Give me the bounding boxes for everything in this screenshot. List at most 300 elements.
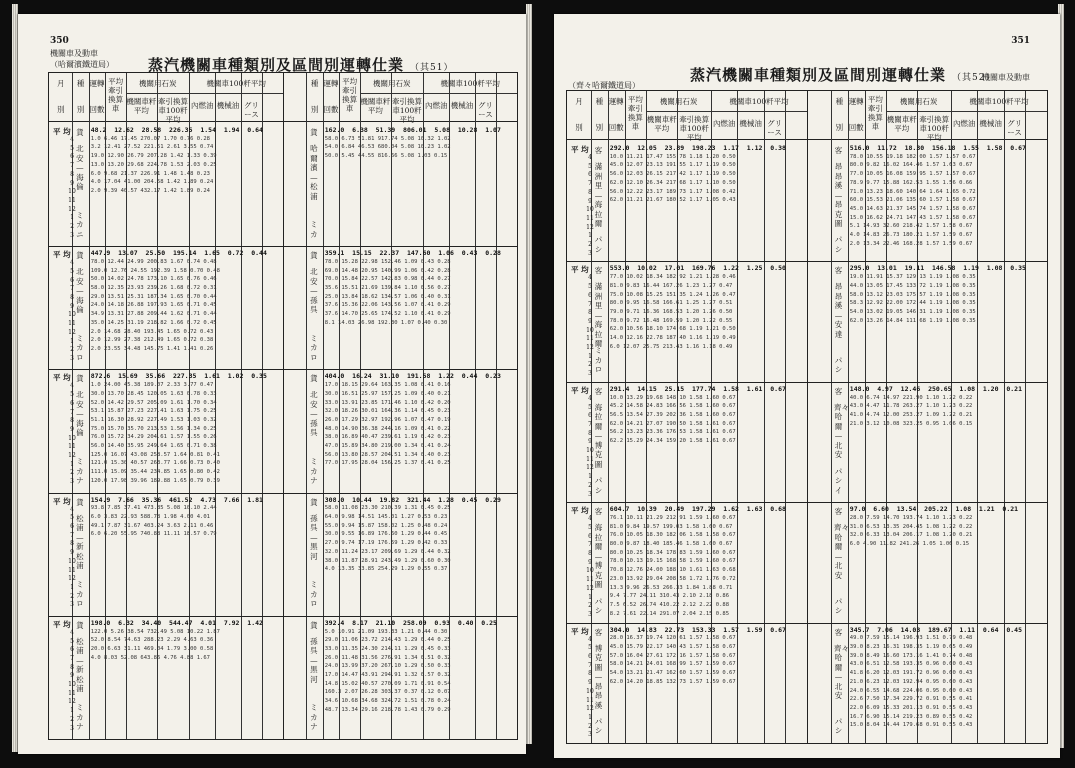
header-cell: 別 [575, 123, 583, 132]
section-cell: 齊々哈爾—北安 [834, 643, 849, 701]
data-row: 30.0 9.55 16.89 176.60 1.29 0.44 0.45 [324, 531, 448, 538]
data-rows [610, 385, 805, 497]
data-row: 56.5 13.54 27.39 202.36 1.58 1.60 0.67 [609, 411, 736, 418]
data-row: 47.0 15.89 34.80 219.00 1.34 0.41 0.24 [324, 443, 451, 450]
month-cell: 2 [70, 469, 74, 477]
header-cell: 機關用石炭 [373, 79, 411, 88]
month-cell: 11 [586, 696, 594, 704]
kind-cell: 客 [834, 627, 843, 637]
engine-type-cell: ミカナ [76, 703, 84, 732]
data-row: 76.0 15.72 34.29 204.61 1.57 1.55 0.26 [90, 434, 217, 441]
data-row: 34.6 10.68 34.68 324.72 1.51 0.78 0.24 [324, 698, 451, 705]
data-row: 6.0 9.68 21.37 226.91 1.48 1.48 0.23 [90, 170, 210, 177]
group-label: 平 均 [53, 496, 71, 506]
data-row: 37.6 15.36 22.06 143.56 1.07 0.41 0.29 [324, 302, 451, 309]
data-row: 51.1 16.30 28.92 227.49 1.53 1.03 0.32 [90, 416, 217, 423]
month-cell: 2 [588, 481, 592, 489]
data-row: 62.0 14.21 27.07 190.50 1.58 1.61 0.67 [609, 420, 736, 427]
kind-cell: 客 [594, 627, 603, 637]
data-rows [850, 264, 1045, 376]
data-row: 78.0 12.44 24.99 200.83 1.67 0.74 0.48 [90, 258, 217, 265]
group-label: 平 均 [571, 145, 589, 154]
header-cell: 回數 [848, 123, 864, 132]
month-cell: 3 [70, 354, 74, 362]
header-cell: グリース [243, 101, 259, 119]
data-row: 71.0 13.23 18.60 140.64 1.64 1.65 0.72 [849, 188, 976, 195]
month-cell: 5 [70, 637, 74, 645]
data-row: 41.0 4.74 12.00 253.27 1.09 1.22 0.21 [849, 411, 973, 418]
group-divider [567, 623, 1047, 624]
data-row: 48.0 14.90 36.38 244.16 1.09 0.41 0.22 [324, 425, 451, 432]
month-cell: 6 [70, 276, 74, 284]
month-cell: 1 [588, 473, 592, 481]
kind-cell: 客 [834, 146, 843, 155]
header-cell: 機關車粁平均 [360, 97, 391, 115]
month-cell: 3 [588, 610, 592, 618]
data-row: 21.0 3.12 10.08 323.25 0.95 1.06 0.15 [849, 420, 973, 427]
engine-type-cell: パシ [834, 355, 843, 375]
data-rows [850, 505, 1045, 617]
header-cell: 月 [575, 97, 583, 106]
month-cell: 8 [70, 170, 74, 178]
data-row: 10.0 11.21 17.47 155.78 1.18 1.20 0.50 [609, 153, 736, 160]
data-row: 17.0 14.47 43.91 294.91 1.32 0.57 0.32 [324, 672, 451, 679]
month-cell: 1 [588, 232, 592, 240]
engine-type-cell: パシ [834, 235, 843, 254]
data-row: 50.0 14.02 24.78 173.10 1.65 0.76 0.46 [90, 276, 217, 283]
header-sub-divider [360, 93, 517, 94]
month-cell: 5 [588, 523, 592, 531]
header-cell: 回數 [323, 105, 339, 114]
kind-cell: 客 [594, 146, 603, 155]
month-cell: 11 [586, 335, 594, 343]
total-row: 516.0 11.72 18.30 156.18 1.55 1.58 0.67 [849, 144, 1026, 152]
table-group [49, 372, 517, 489]
data-rows [850, 144, 1045, 256]
data-row: 32.0 6.33 13.04 206.17 1.08 1.20 0.21 [849, 532, 973, 539]
header-cell: 平均牽引換算車 [342, 77, 358, 113]
data-row: 38.0 16.89 40.47 239.61 1.19 0.42 0.23 [324, 434, 451, 441]
data-row: 14.0 12.16 22.78 187.40 1.16 1.19 0.49 [609, 335, 736, 342]
month-cell: 5 [70, 391, 74, 399]
section-cell: 海拉爾—博克圖 [594, 402, 603, 469]
month-cell: 9 [588, 197, 592, 205]
total-row: 872.6 15.69 35.66 227.35 1.61 1.02 0.35 [90, 372, 267, 381]
month-cell: 8 [588, 309, 592, 317]
header-cell: 機關車100粁平均 [969, 97, 1029, 106]
engine-type-cell: ミカロ [310, 333, 318, 362]
month-cell: 12 [68, 698, 76, 706]
table-number: （其51） [410, 63, 454, 73]
left-page [18, 14, 526, 754]
engine-type-cell: ミカニ [76, 210, 84, 239]
month-cell: 10 [68, 681, 76, 689]
data-row: 62.2 15.29 24.34 159.20 1.58 1.61 0.67 [609, 438, 736, 445]
month-cell: 5 [70, 267, 74, 275]
data-row: 58.3 12.92 22.00 172.44 1.19 1.08 0.35 [849, 300, 976, 307]
data-row: 41.8 6.20 12.03 191.72 0.96 0.60 0.43 [849, 670, 973, 677]
group-label: 平 均 [53, 619, 71, 629]
total-row: 162.0 6.38 51.39 806.01 5.08 10.28 1.07 [324, 126, 501, 134]
month-cell: 5 [588, 403, 592, 411]
title-text: 蒸汽機關車種類別及區間別運轉仕業 [148, 56, 405, 74]
data-row: 39.0 8.49 16.60 173.16 1.41 0.74 0.48 [849, 652, 973, 659]
header-cell: 平均牽引換算車 [867, 95, 883, 131]
data-row: 6.0 6.20 55.95 740.88 11.11 18.57 0.79 [90, 531, 217, 538]
data-row: 78.9 9.77 15.88 162.53 1.55 1.56 0.66 [849, 179, 973, 186]
data-row: 10.0 13.29 19.68 148.10 1.58 1.60 0.67 [609, 394, 736, 401]
page-subtitle: 機關車及動車 [50, 49, 98, 58]
month-cell: 7 [588, 661, 592, 669]
data-row: 56.0 13.80 28.57 204.51 1.34 0.40 0.23 [324, 451, 451, 458]
data-row: 32.0 11.24 23.17 209.69 1.29 0.44 0.32 [324, 548, 451, 555]
month-cell: 4 [588, 515, 592, 523]
data-row: 75.0 10.08 15.25 151.35 1.24 1.26 0.47 [609, 291, 736, 298]
month-cell: 12 [68, 452, 76, 460]
month-cell: 2 [588, 241, 592, 249]
data-row: 14.8 15.02 40.57 270.09 1.71 0.91 0.54 [324, 680, 451, 687]
data-rows [325, 496, 515, 611]
total-row: 154.9 7.66 35.36 461.52 4.73 7.66 1.81 [90, 495, 263, 504]
month-cell: 12 [586, 584, 594, 592]
group-divider [49, 616, 517, 617]
month-cell: 12 [68, 575, 76, 583]
header-cell: 回數 [608, 123, 624, 132]
kind-cell: 客 [834, 507, 843, 517]
month-cell: 3 [70, 231, 74, 239]
month-cell: 5 [70, 144, 74, 152]
data-row: 30.0 13.70 28.45 120.05 1.63 0.78 0.33 [90, 390, 217, 397]
month-cell: 8 [70, 663, 74, 671]
engine-type-cell: ミカナ [76, 457, 84, 486]
month-cell: 11 [586, 576, 594, 584]
engine-type-cell: パシ [594, 476, 603, 495]
data-row: 54.0 6.84 46.53 680.04 5.08 10.23 1.02 [324, 144, 451, 151]
total-row: 48.2 12.62 28.58 226.35 1.54 1.94 0.64 [90, 126, 263, 134]
header-cell: 機關車100粁平均 [440, 79, 500, 88]
month-cell: 12 [586, 705, 594, 713]
data-rows [610, 626, 805, 738]
table-group [49, 619, 517, 736]
month-cell: 9 [588, 317, 592, 325]
data-row: 58.0 14.21 24.01 168.99 1.57 1.59 0.67 [609, 661, 736, 668]
month-cell: 10 [586, 687, 594, 695]
month-cell: 2 [70, 223, 74, 231]
header-cell: 內燃油 [952, 119, 976, 128]
data-row: 78.0 10.13 19.15 168.58 1.59 1.60 0.67 [609, 558, 736, 565]
kind-cell: 客 [834, 266, 843, 276]
data-row: 27.0 9.74 17.19 176.59 1.29 0.42 0.33 [324, 540, 448, 547]
data-row: 22.0 6.09 15.33 201.13 0.91 0.55 0.43 [849, 704, 973, 711]
data-row: 30.0 16.51 25.97 157.25 1.09 0.40 0.21 [324, 390, 451, 397]
data-row: 62.0 10.56 18.10 174.68 1.19 1.21 0.50 [609, 326, 736, 333]
data-row: 56.0 12.22 23.17 189.73 1.17 1.08 0.42 [609, 188, 736, 195]
bureau-name: （齊々哈爾鐵道局） [568, 81, 640, 90]
header-cell: 機關車粁平均 [886, 115, 917, 133]
data-row: 6.0 12.07 25.75 213.43 1.16 1.18 0.49 [609, 343, 733, 350]
data-row: 69.0 14.48 20.95 140.99 1.06 0.42 0.28 [324, 267, 451, 274]
header-cell: 回數 [89, 105, 105, 114]
engine-type-cell: パシ [594, 596, 603, 616]
header-cell: 別 [835, 123, 844, 132]
engine-type-cell: パシ [834, 716, 843, 736]
data-row: 4.0 14.83 26.73 180.21 1.57 1.59 0.67 [849, 232, 973, 239]
data-rows [91, 126, 281, 241]
data-rows [850, 385, 1045, 497]
header-cell: 平均牽引換算車 [108, 77, 124, 113]
month-cell: 3 [70, 478, 74, 486]
total-row: 308.0 10.44 19.82 321.44 1.28 0.45 0.29 [324, 495, 501, 504]
kind-cell: 貨 [310, 374, 318, 384]
data-row: 4.0 17.04 41.00 204.58 1.42 1.89 0.24 [90, 179, 214, 186]
header-cell: 機械油 [216, 101, 240, 110]
header-cell: 運轉 [848, 97, 864, 106]
month-cell: 12 [68, 328, 76, 336]
section-cell: 齊々哈爾—北安 [834, 523, 849, 580]
section-cell: 松浦—新松浦 [76, 513, 84, 571]
month-cell: 7 [70, 654, 74, 662]
data-rows [91, 249, 281, 364]
month-cell: 1 [588, 352, 592, 360]
data-row: 4.0 8.03 52.08 643.86 4.76 4.88 1.67 [90, 654, 210, 661]
month-cell: 6 [588, 171, 592, 179]
data-row: 6.0 3.83 22.93 588.78 1.98 4.00 4.01 [90, 514, 210, 520]
group-divider [49, 493, 517, 494]
month-cell: 1 [70, 214, 74, 222]
header-cell: 機械油 [450, 101, 474, 110]
data-row: 35.0 14.25 31.19 218.82 1.66 0.72 0.45 [90, 319, 217, 326]
data-row: 62.0 12.10 26.34 217.68 1.17 1.10 0.50 [609, 179, 736, 186]
data-row: 62.0 11.21 21.67 180.52 1.17 1.05 0.43 [609, 197, 736, 204]
data-row: 57.0 16.04 27.61 172.16 1.57 1.58 0.67 [609, 652, 736, 659]
header-cell: 機關用石炭 [659, 97, 698, 106]
data-row: 9.4 7.77 24.11 310.43 2.10 2.18 0.86 [609, 593, 730, 600]
month-cell: 11 [68, 689, 76, 697]
section-cell: 博克圖—昂昂溪 [594, 643, 603, 710]
month-cell: 4 [70, 628, 74, 636]
data-row: 58.0 13.12 23.03 175.57 1.19 1.08 0.35 [849, 291, 976, 298]
header-cell: 機關車粁平均 [126, 97, 157, 115]
total-row: 404.0 16.24 31.10 191.58 1.22 0.44 0.23 [324, 372, 501, 381]
header-cell: 機關用石炭 [899, 97, 938, 106]
total-row: 291.4 14.15 25.15 177.74 1.58 1.61 0.67 [609, 384, 786, 393]
section-cell: 北安—孫呉 [310, 390, 318, 438]
header-cell: 內燃油 [425, 101, 448, 110]
header-cell: 種 [835, 97, 844, 106]
total-row: 447.9 13.07 25.50 195.14 1.65 0.72 0.44 [90, 249, 267, 258]
header-sub-divider [126, 93, 283, 94]
data-row: 24.0 14.18 26.88 197.93 1.65 0.71 0.45 [90, 302, 217, 309]
month-cell: 9 [588, 558, 592, 566]
data-row: 4.0 13.35 33.85 254.29 1.29 0.55 0.37 [324, 566, 448, 573]
month-cell: 4 [70, 505, 74, 513]
data-row: 109.0 12.76 24.55 192.39 1.58 0.70 0.48 [90, 267, 220, 274]
data-row: 56.0 12.03 26.15 217.42 1.17 1.19 0.50 [609, 171, 736, 178]
data-row: 28.0 7.59 14.70 193.74 1.10 1.23 0.22 [849, 514, 973, 521]
data-row: 77.0 17.95 28.04 156.25 1.37 0.41 0.25 [324, 460, 451, 467]
group-divider [49, 369, 517, 370]
data-row: 2.0 9.39 40.57 432.17 1.42 1.89 0.24 [90, 187, 210, 194]
data-row: 35.6 15.51 21.69 139.84 1.10 0.56 0.27 [324, 285, 451, 291]
data-row: 56.0 14.40 35.95 249.64 1.65 0.71 0.38 [90, 443, 217, 450]
header-cell: 牽引換算車100粁平均 [158, 97, 188, 124]
data-rows [91, 619, 281, 734]
month-cell: 5 [588, 283, 592, 291]
kind-cell: 貨 [76, 251, 84, 261]
table-group [49, 496, 517, 613]
data-row: 81.0 9.84 19.57 199.03 1.58 1.60 0.67 [609, 523, 733, 530]
data-rows [610, 144, 805, 256]
data-row: 75.0 15.70 35.70 213.53 1.56 1.34 0.25 [90, 425, 217, 432]
month-cell: 9 [70, 425, 74, 433]
data-table [566, 90, 1048, 744]
month-cell: 7 [588, 541, 592, 549]
section-cell: 海拉爾—博克圖 [594, 523, 603, 590]
kind-cell: 客 [834, 386, 843, 396]
data-row: 58.0 6.73 51.81 917.74 5.08 10.32 1.02 [324, 135, 451, 142]
engine-type-cell: ミカ [310, 220, 318, 239]
data-row: 78.0 15.28 22.98 152.46 1.09 0.43 0.28 [324, 258, 451, 265]
data-rows [325, 619, 515, 734]
data-row: 28.0 16.37 19.74 120.61 1.57 1.58 0.67 [609, 635, 736, 642]
data-row: 29.0 13.51 25.31 187.34 1.65 0.70 0.44 [90, 293, 217, 300]
month-cell: 7 [588, 180, 592, 188]
month-cell: 11 [586, 214, 594, 222]
month-cell: 4 [588, 274, 592, 282]
month-cell: 8 [70, 294, 74, 301]
month-cell: 4 [588, 394, 592, 402]
month-cell: 8 [588, 670, 592, 678]
data-row: 1.0 6.46 17.45 270.07 1.70 0.76 0.28 [90, 135, 210, 142]
total-row: 198.0 6.32 34.40 544.47 4.01 7.92 1.42 [90, 618, 263, 627]
data-rows [325, 126, 515, 241]
kind-cell: 客 [594, 386, 603, 396]
data-row: 78.0 9.72 16.48 169.59 1.20 1.22 0.55 [609, 317, 733, 324]
table-group [567, 264, 1047, 378]
data-row: 77.0 10.05 16.08 159.95 1.57 1.57 0.67 [849, 171, 976, 178]
data-row: 43.0 6.51 12.58 193.35 0.96 0.60 0.43 [849, 661, 973, 668]
data-row: 93.8 7.85 37.41 473.85 5.08 10.10 2.44 [90, 505, 217, 512]
engine-type-cell: パシ [594, 235, 603, 254]
data-row: 80.0 9.82 16.02 164.46 1.57 1.63 0.67 [849, 162, 973, 169]
table-group [567, 505, 1047, 619]
header-cell: 牽引換算車100粁平均 [392, 97, 422, 124]
bureau-name: （哈爾濱鐵道局） [50, 60, 114, 69]
month-cell: 2 [70, 715, 74, 723]
data-row: 20.0 6.63 31.11 469.04 1.79 3.00 0.58 [90, 645, 214, 652]
month-cell: 4 [70, 259, 74, 267]
kind-cell: 客 [594, 266, 603, 276]
month-cell: 9 [70, 672, 74, 680]
data-row: 26.0 17.29 32.97 192.96 1.07 0.47 0.19 [324, 416, 451, 423]
data-row: 6.0 4.90 11.82 241.26 1.05 1.06 0.15 [849, 541, 970, 547]
month-cell: 8 [70, 417, 74, 425]
header-cell: 機關車粁平均 [646, 115, 677, 133]
month-cell: 2 [70, 346, 74, 354]
data-row: 77.0 10.02 18.34 182.92 1.21 1.28 0.46 [609, 274, 736, 281]
data-row: 54.0 13.21 21.47 162.60 1.57 1.59 0.67 [609, 670, 736, 677]
engine-type-cell: ミカナ [310, 703, 318, 732]
month-cell: 6 [588, 532, 592, 540]
month-cell: 12 [586, 464, 594, 472]
month-cell: 3 [70, 601, 74, 609]
data-rows [91, 496, 281, 611]
kind-cell: 貨 [310, 497, 318, 507]
total-row: 553.0 10.02 17.01 169.76 1.22 1.25 0.50 [609, 264, 786, 273]
data-row: 122.0 5.26 38.54 732.49 5.08 10.22 1.87 [90, 628, 220, 635]
month-cell: 6 [588, 653, 592, 660]
month-cell: 9 [70, 179, 74, 187]
data-row: 13.0 13.20 29.68 224.78 1.53 2.03 0.25 [90, 161, 217, 168]
data-row: 45.0 14.63 21.37 145.74 1.57 1.58 0.67 [849, 205, 976, 212]
header-cell: 內燃油 [712, 119, 736, 128]
month-cell: 8 [588, 550, 592, 557]
engine-type-cell: ミカロ [76, 333, 84, 362]
month-cell: 5 [70, 514, 74, 522]
section-cell: 哈爾濱—松浦 [310, 144, 318, 201]
section-cell: 昂昂溪—安達 [834, 282, 843, 339]
data-row: 45.0 12.07 23.13 191.55 1.17 1.19 0.50 [609, 162, 736, 169]
data-row: 62.0 14.20 18.85 132.73 1.57 1.59 0.67 [609, 678, 736, 685]
header-cell: 內燃油 [191, 101, 214, 110]
data-row: 78.0 10.55 19.18 182.00 1.57 1.57 0.67 [849, 153, 976, 160]
data-row: 120.0 17.98 39.96 189.88 1.65 0.79 0.39 [90, 477, 220, 484]
header-cell: 運轉 [89, 79, 105, 88]
data-row: 21.0 6.23 12.03 192.94 0.95 0.60 0.43 [849, 678, 973, 685]
total-row: 359.1 15.15 22.37 147.60 1.06 0.43 0.28 [324, 249, 501, 258]
month-cell: 1 [588, 713, 592, 721]
data-row: 55.0 9.94 15.87 158.02 1.25 0.48 0.24 [324, 522, 448, 529]
month-cell: 10 [68, 311, 76, 319]
month-cell: 2 [588, 361, 592, 369]
total-row: 292.0 12.05 23.89 198.23 1.17 1.12 0.38 [609, 144, 786, 152]
data-row: 17.0 18.15 29.64 163.35 1.08 0.41 0.16 [324, 382, 451, 389]
section-cell: 孫呉—黒河 [310, 636, 318, 684]
data-row: 79.0 9.71 16.36 168.53 1.20 1.26 0.50 [609, 308, 733, 315]
section-cell: 松浦—新松浦 [76, 636, 84, 694]
data-row: 19.0 12.90 26.79 207.28 1.42 1.33 0.39 [90, 153, 217, 160]
month-cell: 10 [68, 557, 76, 565]
group-divider [567, 261, 1047, 262]
data-row: 50.0 5.45 44.55 816.66 5.08 1.03 0.15 [324, 153, 448, 160]
header-cell: 機械油 [979, 119, 1002, 128]
month-cell: 4 [588, 154, 592, 161]
group-label: 平 均 [571, 265, 589, 275]
table-group [567, 144, 1047, 258]
group-label: 平 均 [53, 127, 71, 136]
header-cell: 種 [76, 79, 85, 88]
data-row: 8.2 7.61 22.14 291.07 2.04 2.15 0.85 [609, 610, 730, 617]
data-row: 49.1 7.87 31.67 403.24 3.63 2.11 0.46 [90, 522, 214, 529]
month-cell: 10 [68, 434, 76, 442]
engine-type-cell: ミカロ [76, 580, 84, 609]
data-rows [91, 372, 281, 487]
data-row: 125.0 16.07 43.08 258.57 1.64 0.81 0.41 [90, 451, 220, 458]
kind-cell: 貨 [76, 620, 84, 630]
header-cell: グリース [767, 119, 783, 137]
month-cell: 6 [70, 523, 74, 530]
data-row: 48.7 13.34 29.16 218.78 1.43 0.79 0.29 [324, 706, 451, 713]
header-cell: 牽引換算車100粁平均 [679, 115, 710, 142]
group-label: 平 均 [571, 626, 589, 636]
data-row: 39.0 8.23 16.31 198.35 1.19 0.65 0.49 [849, 644, 973, 650]
data-row: 58.0 12.35 23.93 239.26 1.68 0.72 0.31 [90, 285, 217, 291]
month-cell: 9 [588, 679, 592, 687]
page-title [690, 64, 995, 85]
month-cell: 6 [588, 291, 592, 299]
month-cell: 2 [588, 602, 592, 610]
month-cell: 10 [68, 188, 76, 196]
